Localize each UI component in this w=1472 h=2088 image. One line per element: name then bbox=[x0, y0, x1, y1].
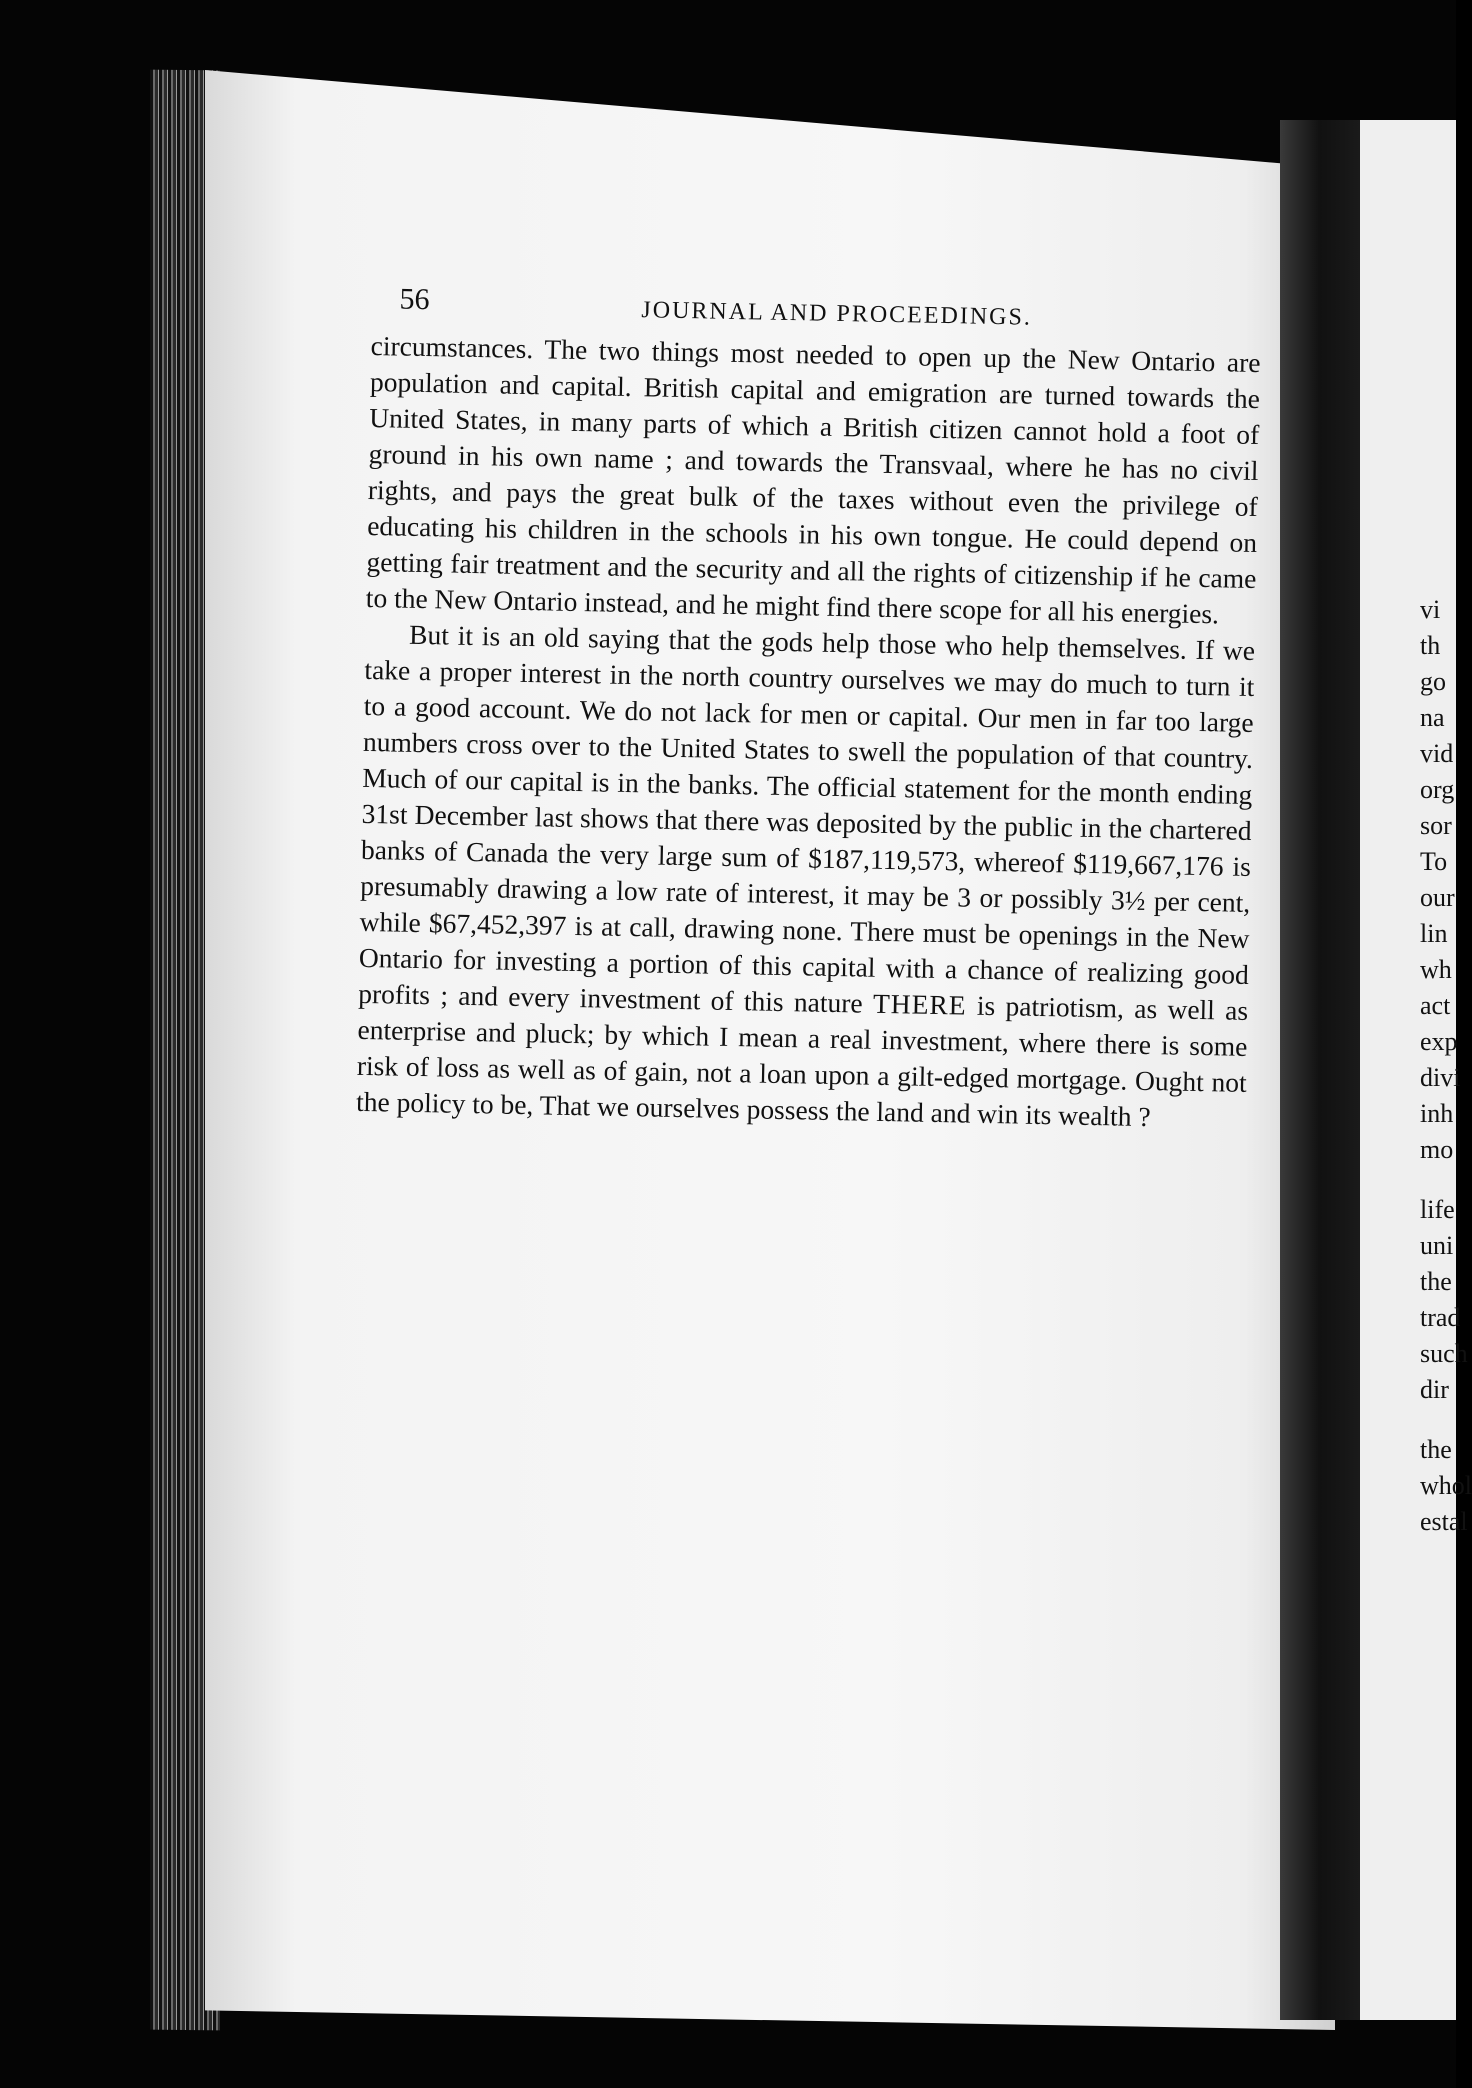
paragraph-1: circumstances. The two things most needed to open up the New Ontario are population and capital. British capital and emigration are turned towards the United States, in many parts of which a British citizen cannot hold a foot of ground in his own name ; and towards the Transvaal, where he has no civil rights, and pays the great bulk of the taxes without even the privilege of educating his children in the schools in his own tongue. He could depend on getting fair treatment and the security and all the rights of citizenship if he came to the New Ontario instead, and he might find there scope for all his energies. bbox=[365, 329, 1261, 630]
facing-fragment: estal bbox=[1420, 1507, 1468, 1536]
facing-fragment: exp bbox=[1420, 1027, 1458, 1056]
facing-fragment: such bbox=[1420, 1339, 1468, 1368]
facing-fragment: go bbox=[1420, 667, 1446, 696]
paragraph-2 bbox=[356, 616, 1256, 1137]
facing-fragment: org bbox=[1420, 775, 1455, 804]
facing-fragment: th bbox=[1420, 631, 1441, 660]
paragraph-2-text-start: But it is an old saying that the gods help those who help themselves. If we take a proper interest in the north country ourselves we may do much to turn it to a good account. We do not lack for men or capital. Our men in far too large numbers cross over to the United States to swell the population of that country. Much of our capital is in the banks. The official statement for the month ending 31st December last shows that there was deposited by the public in the chartered banks of Canada the very large sum of $187,119,573, whereof $119,667,176 is presumably drawing a low rate of interest, it may be 3 or possibly 3½ per cent, while $67,452,397 is at call, drawing none. There must be openings in the New Ontario for investing a portion of this capital with a chance of realizing good profits ; and every investment of this nature bbox=[357, 618, 1256, 1019]
facing-fragment: To bbox=[1420, 847, 1448, 876]
facing-fragment: vi bbox=[1420, 595, 1441, 624]
facing-fragment: act bbox=[1420, 991, 1451, 1020]
facing-fragment: mo bbox=[1420, 1135, 1454, 1164]
emphasis-word: THERE bbox=[872, 987, 967, 1021]
facing-fragment: the bbox=[1420, 1435, 1452, 1464]
facing-fragment: wh bbox=[1420, 955, 1452, 984]
running-title: JOURNAL AND PROCEEDINGS. bbox=[641, 297, 1033, 331]
facing-fragment: our bbox=[1420, 883, 1455, 912]
paragraph-2-text-end: is patriotism, as well as enterprise and pluck; by which I mean a real investment, where there is some risk of loss as well as of gain, not a loan upon a gilt-edged mortgage. Ought not the policy to be, That we ourselves possess the land and win its wealth ? bbox=[355, 989, 1249, 1133]
facing-fragment: sor bbox=[1420, 811, 1452, 840]
page-number: 56 bbox=[399, 282, 430, 317]
facing-fragment: na bbox=[1420, 703, 1445, 732]
facing-fragment: life bbox=[1420, 1195, 1455, 1224]
facing-fragment: inh bbox=[1420, 1099, 1454, 1128]
page-content bbox=[356, 278, 1262, 1137]
facing-fragment: dir bbox=[1420, 1375, 1449, 1404]
facing-fragment: the bbox=[1420, 1267, 1452, 1296]
facing-fragment: whol bbox=[1420, 1471, 1472, 1500]
facing-fragment: vid bbox=[1420, 739, 1454, 768]
facing-fragment: uni bbox=[1420, 1231, 1454, 1260]
facing-fragment: trad bbox=[1420, 1303, 1461, 1332]
book-gutter bbox=[1280, 120, 1360, 2020]
facing-fragment: lin bbox=[1420, 919, 1448, 948]
facing-fragment: divi bbox=[1420, 1063, 1461, 1092]
